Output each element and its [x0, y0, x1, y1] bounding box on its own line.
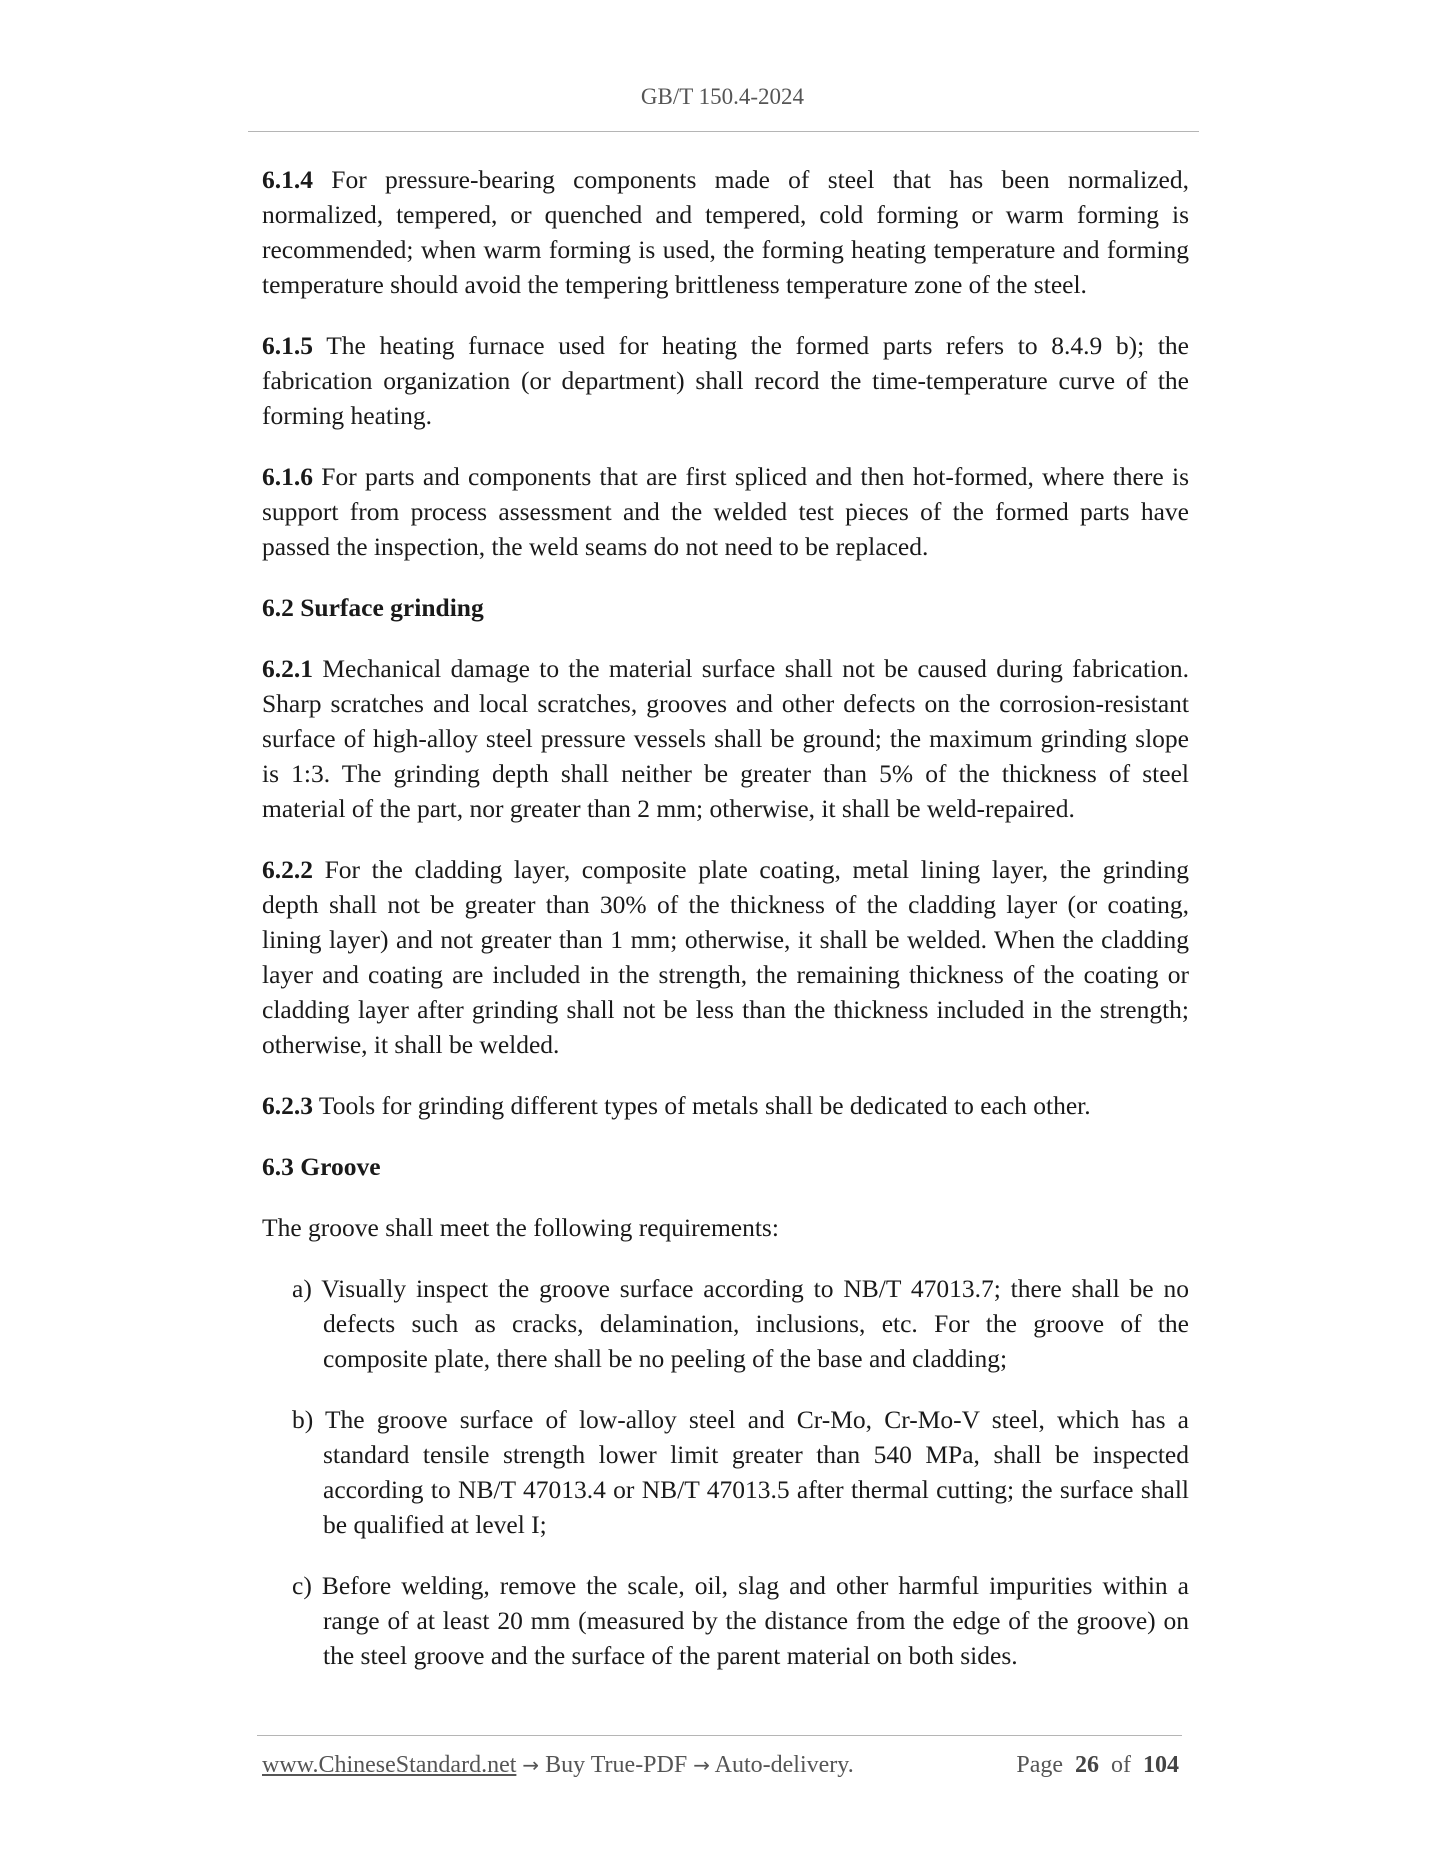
- clause-number: 6.1.5: [262, 331, 313, 360]
- clause-text: For the cladding layer, composite plate coating, metal lining layer, the grinding depth shall not be greater than 30% of the thickness of the cladding layer (or coating, lining layer) and not greater than 1 mm; otherwise, it shall be welded. When the cladding layer and coating are included in the strength, the remaining thickness of the coating or cladding layer after grinding shall not be less than the thickness included in the strength; otherwise, it shall be welded.: [262, 855, 1189, 1059]
- page-total: 104: [1143, 1752, 1179, 1778]
- document-body: [262, 162, 1189, 1699]
- list-item-c: c) Before welding, remove the scale, oil, slag and other harmful impurities within a range of at least 20 mm (measured by the distance from the edge of the groove) on the steel groove and the surface of the parent material on both sides.: [292, 1571, 1189, 1670]
- clause-text: Tools for grinding different types of metals shall be dedicated to each other.: [313, 1091, 1091, 1120]
- footer-promo: [262, 1752, 854, 1779]
- page-indicator: [1016, 1752, 1179, 1779]
- footer-divider: [257, 1735, 1182, 1736]
- auto-delivery-text: Auto-delivery.: [709, 1752, 854, 1778]
- clause-6-1-6: [262, 459, 1189, 564]
- clause-6-1-4: [262, 162, 1189, 302]
- list-item-b: b) The groove surface of low-alloy steel and Cr-Mo, Cr-Mo-V steel, which has a standard tensile strength lower limit greater than 540 MPa, shall be inspected according to NB/T 47013.4 or NB/T 47013.5 after thermal cutting; the surface shall be qualified at level I;: [292, 1405, 1189, 1539]
- clause-6-1-5: [262, 328, 1189, 433]
- arrow-right-icon: →: [693, 1753, 710, 1777]
- clause-6-2-2: [262, 852, 1189, 1062]
- clause-text: The heating furnace used for heating the formed parts refers to 8.4.9 b); the fabrication organization (or department) shall record the time-temperature curve of the forming heating.: [262, 331, 1189, 430]
- header-divider: [248, 131, 1199, 132]
- page-label: Page: [1016, 1752, 1063, 1778]
- page-current: 26: [1075, 1752, 1099, 1778]
- clause-number: 6.2.2: [262, 855, 313, 884]
- clause-6-2-1: [262, 651, 1189, 826]
- clause-number: 6.2.3: [262, 1091, 313, 1120]
- groove-intro: The groove shall meet the following requirements:: [262, 1213, 779, 1242]
- section-heading-6-2: 6.2 Surface grinding: [262, 593, 484, 622]
- buy-pdf-text: Buy True-PDF: [539, 1752, 694, 1778]
- list-item-a: a) Visually inspect the groove surface according to NB/T 47013.7; there shall be no defects such as cracks, delamination, inclusions, etc. For the groove of the composite plate, there shall be no peeling of the base and cladding;: [292, 1274, 1189, 1373]
- clause-text: For pressure-bearing components made of steel that has been normalized, normalized, tempered, or quenched and tempered, cold forming or warm forming is recommended; when warm forming is used, the forming heating temperature and forming temperature should avoid the tempering brittleness temperature zone of the steel.: [262, 165, 1189, 299]
- clause-6-2-3: [262, 1088, 1189, 1123]
- clause-number: 6.1.4: [262, 165, 313, 194]
- page-of-label: of: [1111, 1752, 1131, 1778]
- arrow-right-icon: →: [522, 1753, 540, 1777]
- clause-number: 6.1.6: [262, 462, 313, 491]
- page-header: GB/T 150.4-2024: [640, 84, 805, 109]
- clause-number: 6.2.1: [262, 654, 313, 683]
- clause-text: For parts and components that are first spliced and then hot-formed, where there is support from process assessment and the welded test pieces of the formed parts have passed the inspection, the weld seams do not need to be replaced.: [262, 462, 1189, 561]
- section-heading-6-3: 6.3 Groove: [262, 1152, 381, 1181]
- site-link[interactable]: www.ChineseStandard.net: [262, 1752, 517, 1778]
- clause-text: Mechanical damage to the material surface shall not be caused during fabrication. Sharp scratches and local scratches, grooves and other defects on the corrosion-resistant surface of high-alloy steel pressure vessels shall be ground; the maximum grinding slope is 1:3. The grinding depth shall neither be greater than 5% of the thickness of steel material of the part, nor greater than 2 mm; otherwise, it shall be weld-repaired.: [262, 654, 1189, 823]
